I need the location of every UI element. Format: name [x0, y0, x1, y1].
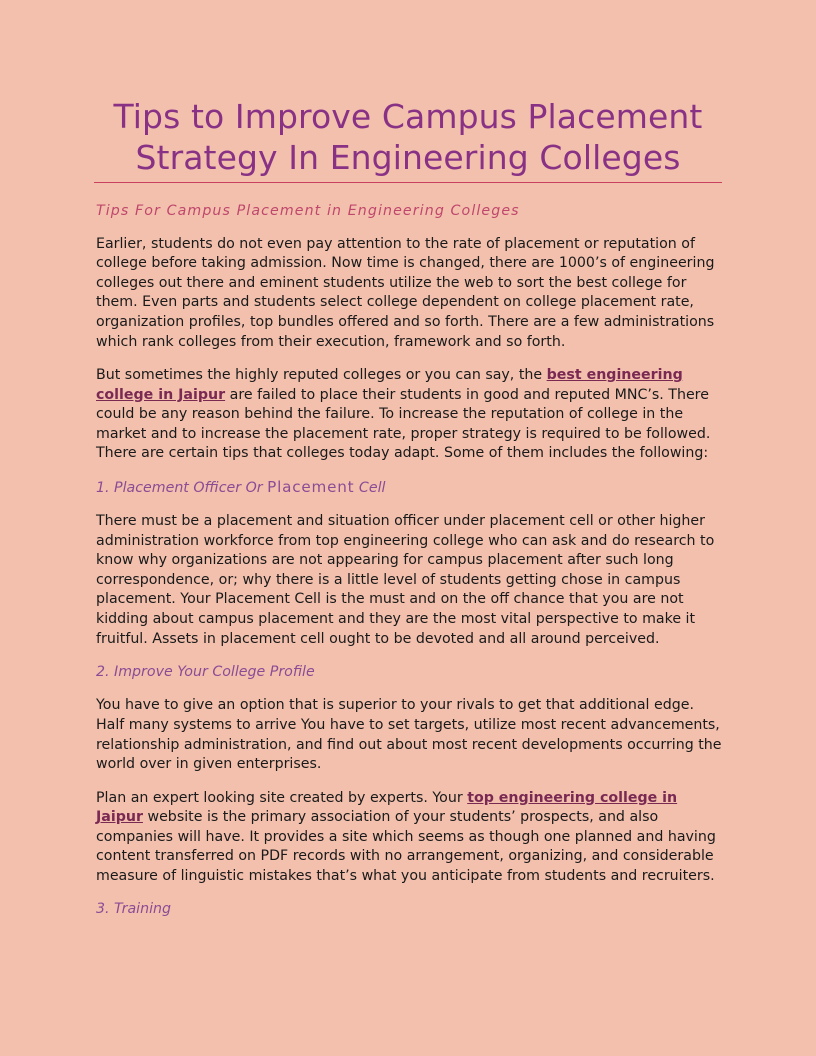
page-title: Tips to Improve Campus Placement Strategy In Engineering Colleges — [113, 97, 703, 177]
heading-text: 1. Placement Officer Or — [96, 479, 268, 496]
placement-officer-paragraph: There must be a placement and situation officer under placement cell or other higher administration workforce from top engineering college who can ask and do research to know why organizations are not appearing for campus placement after such long correspondence, or; why there is a little level of students getting chose in campus placement. Your Placement Cell is the must and on the off chance that you are not kidding about campus placement and they are the most vital perspective to make it fruitful. Assets in placement cell ought to be devoted and all around perceived. — [96, 513, 715, 647]
college-profile-paragraph: You have to give an option that is superior to your rivals to get that additional edge. Half many systems to arrive You have to set targets, utilize most recent advancements, relationship administration, and find out about most recent developments occurring the world over in given enterprises. — [96, 697, 722, 773]
paragraph-text: But sometimes the highly reputed colleges or you can say, the — [96, 366, 547, 383]
reputation-paragraph — [96, 366, 722, 464]
title-divider — [94, 182, 722, 183]
article-body — [96, 202, 722, 934]
paragraph-text: are failed to place their students in good and reputed MNC’s. There could be any reason behind the failure. To increase the reputation of college in the market and to increase the placement rate, proper strategy is required to be followed. There are certain tips that colleges today adapt. Some of them includes the following: — [96, 386, 711, 462]
heading-text: Cell — [354, 479, 386, 496]
top-engineering-college-link[interactable]: top engineering college in Jaipur — [96, 789, 678, 826]
website-paragraph — [96, 789, 722, 887]
section-heading-college-profile: 2. Improve Your College Profile — [96, 664, 315, 681]
section-heading-training: 3. Training — [96, 901, 172, 918]
section-heading-placement-officer — [96, 478, 722, 499]
heading-text: Placement — [267, 477, 355, 496]
article-subtitle: Tips For Campus Placement in Engineering Colleges — [96, 203, 520, 219]
intro-paragraph: Earlier, students do not even pay attention to the rate of placement or reputation of college before taking admission. Now time is changed, there are 1000’s of engineering colleges out there and eminent students utilize the web to sort the best college for them. Even parts and students select college dependent on college placement rate, organization profiles, top bundles offered and so forth. There are a few administrations which rank colleges from their execution, framework and so forth. — [96, 235, 715, 350]
paragraph-text: Plan an expert looking site created by experts. Your — [96, 789, 468, 806]
best-engineering-college-link[interactable]: best engineering college in Jaipur — [96, 366, 683, 403]
paragraph-text: website is the primary association of your students’ prospects, and also companies will have. It provides a site which seems as though one planned and having content transferred on PDF records with no arrangement, organizing, and considerable measure of linguistic mistakes that’s what you anticipate from students and recruiters. — [96, 809, 716, 884]
